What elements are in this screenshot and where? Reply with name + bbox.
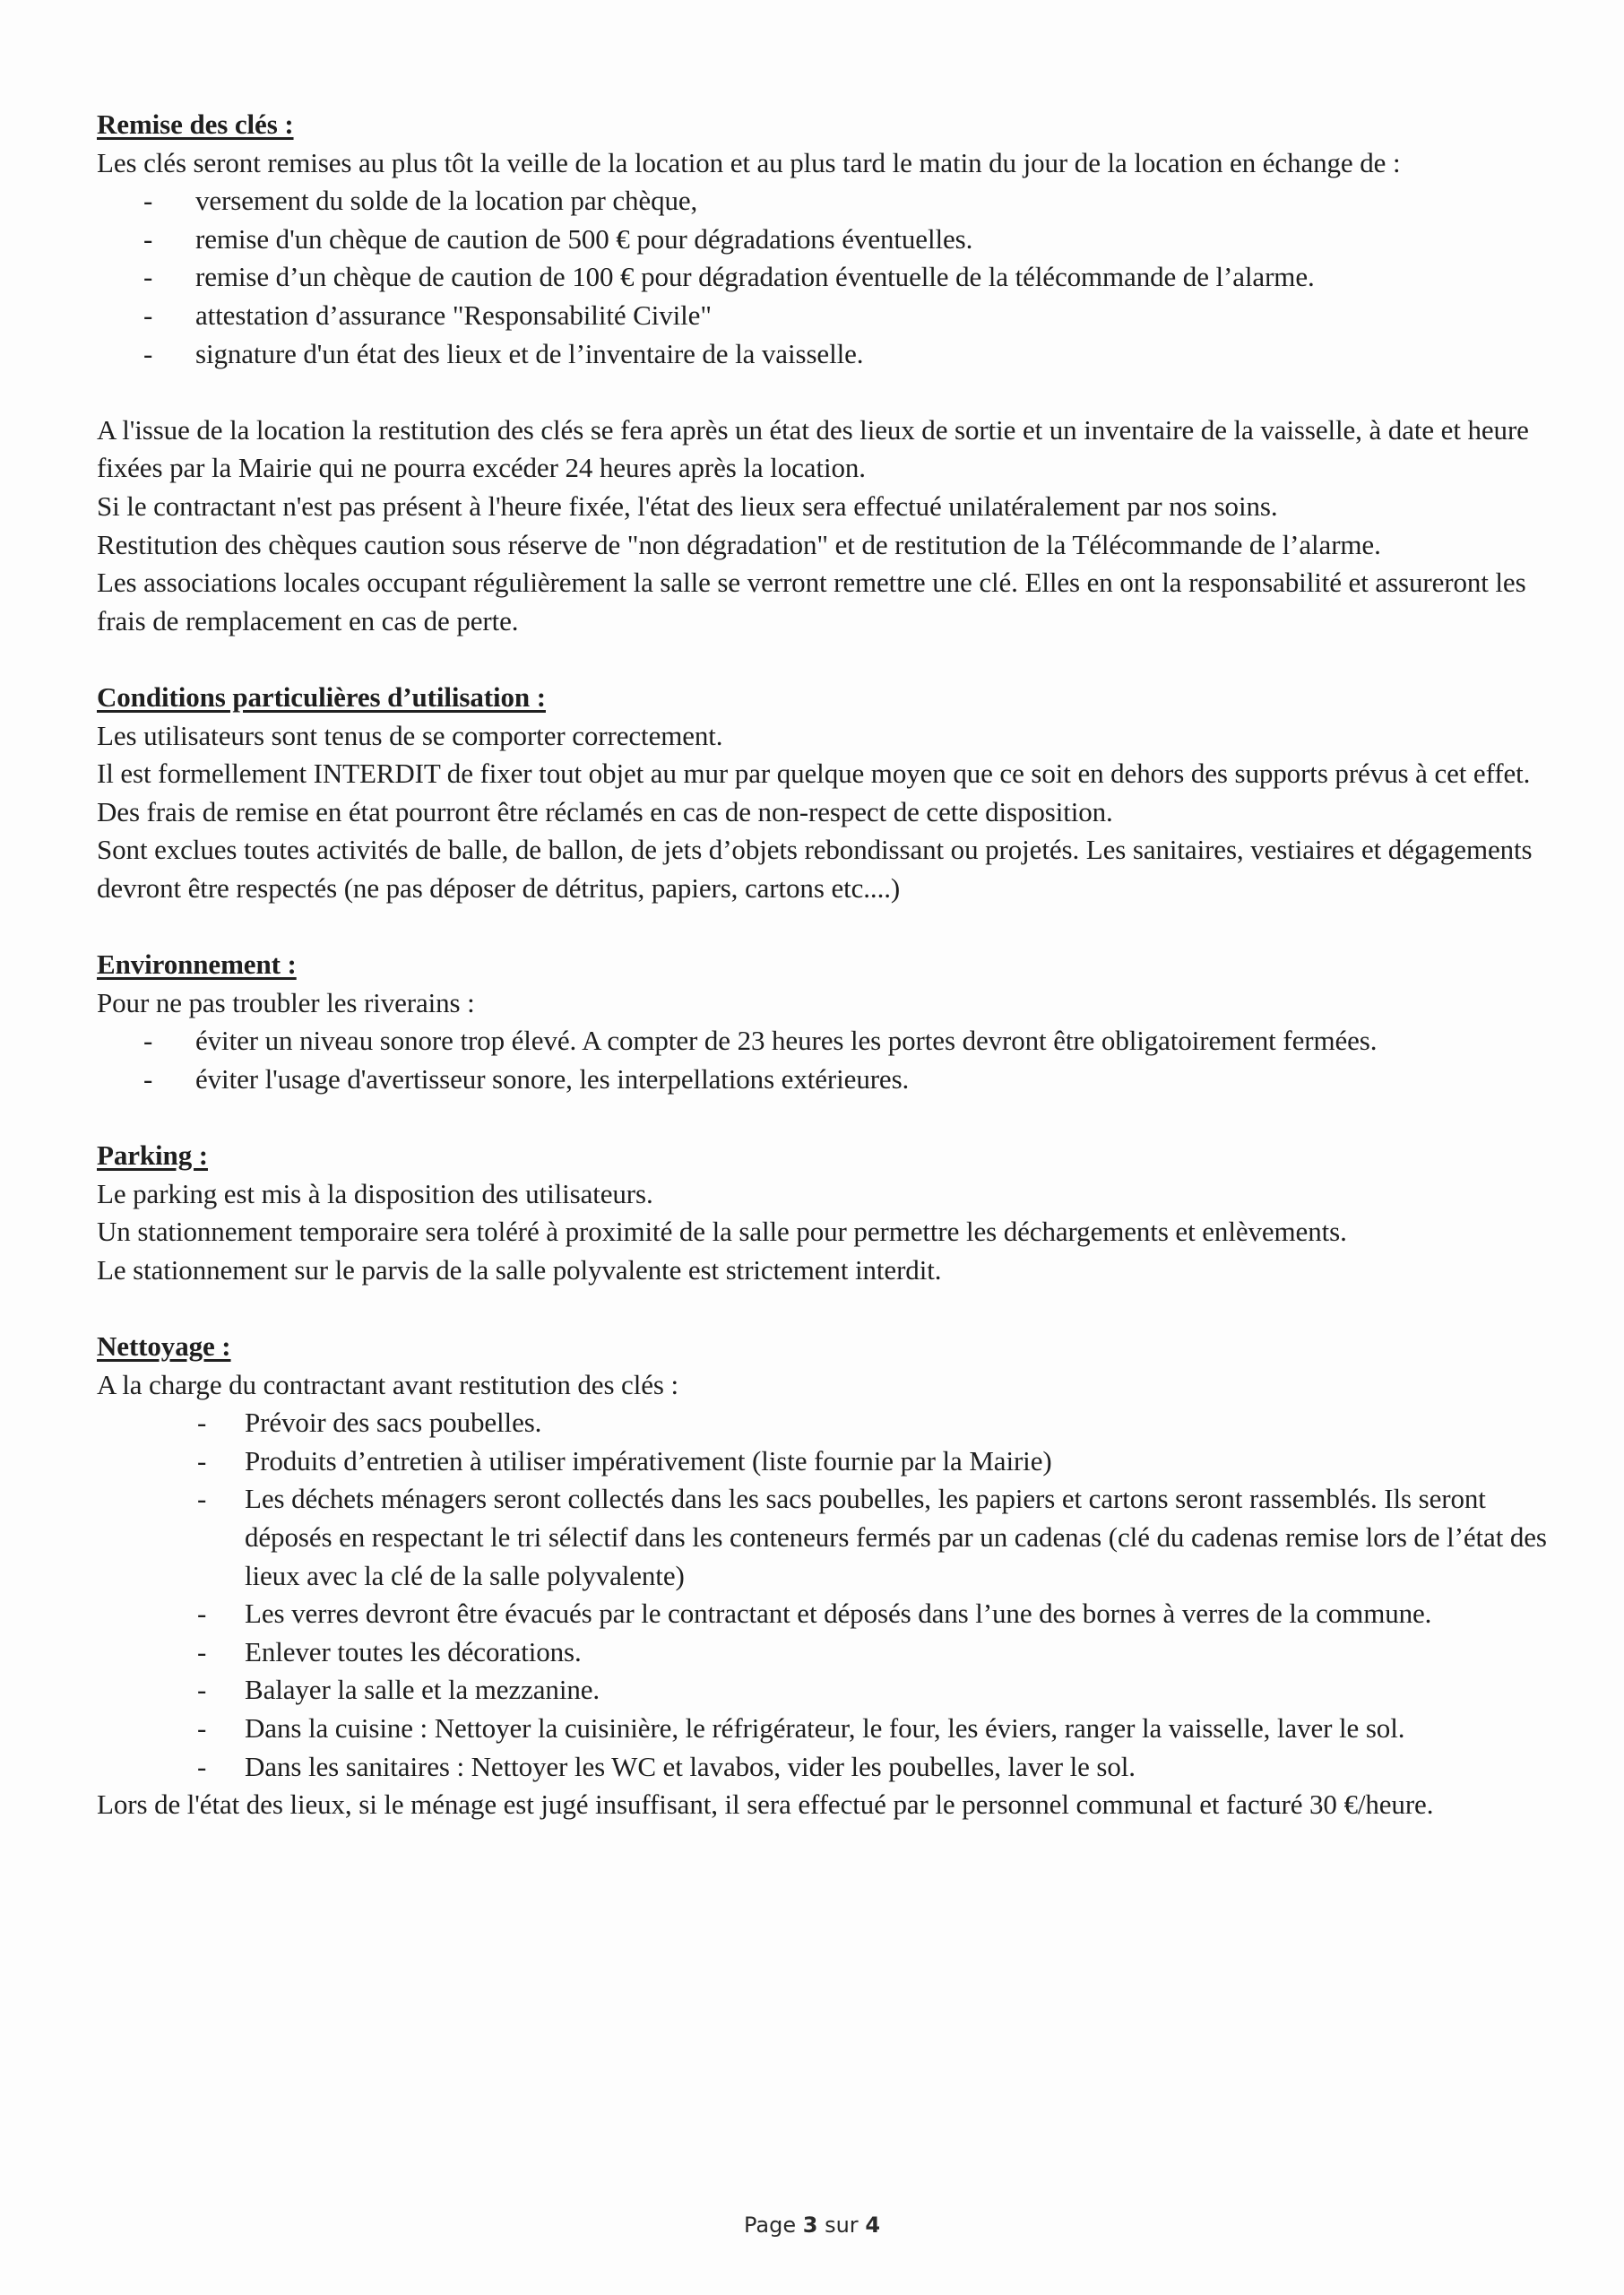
section-remise-des-cles	[97, 106, 1549, 640]
dash-bullet-icon: -	[197, 1407, 207, 1439]
dash-bullet-icon: -	[143, 222, 153, 255]
paragraph: Les associations locales occupant régulièrement la salle se verront remettre une clé. Elles en ont la responsabilité et assureront les frais de remplacement en cas de perte.	[97, 567, 1526, 637]
paragraph: Pour ne pas troubler les riverains :	[97, 986, 475, 1018]
list-item	[97, 1061, 1549, 1099]
page-footer	[0, 2213, 1624, 2238]
section-heading: Nettoyage :	[97, 1330, 231, 1362]
list-item	[97, 1633, 1549, 1672]
list-item	[97, 1404, 1549, 1442]
list-item	[97, 1442, 1549, 1481]
spacer	[97, 640, 1549, 679]
list-item-text: Dans la cuisine : Nettoyer la cuisinière, le réfrigérateur, le four, les éviers, ranger la vaisselle, laver le sol.	[245, 1711, 1405, 1744]
list-item-text: Prévoir des sacs poubelles.	[245, 1407, 542, 1439]
section-heading: Conditions particulières d’utilisation :	[97, 680, 546, 713]
dash-list	[97, 1404, 1549, 1786]
list-item-text: éviter un niveau sonore trop élevé. A compter de 23 heures les portes devront être obligatoirement fermées.	[195, 1025, 1378, 1057]
list-item-text: Balayer la salle et la mezzanine.	[245, 1674, 600, 1706]
list-item-text: Dans les sanitaires : Nettoyer les WC et lavabos, vider les poubelles, laver le sol.	[245, 1750, 1136, 1782]
list-item-text: attestation d’assurance "Responsabilité Civile"	[195, 299, 712, 331]
section-conditions-utilisation	[97, 679, 1549, 908]
list-item	[97, 1022, 1549, 1061]
section-heading: Environnement :	[97, 948, 297, 981]
dash-bullet-icon: -	[143, 299, 153, 331]
dash-bullet-icon: -	[143, 261, 153, 293]
page-label: Page	[743, 2213, 797, 2238]
list-item	[97, 1710, 1549, 1748]
list-item	[97, 297, 1549, 335]
spacer	[97, 373, 1549, 411]
dash-bullet-icon: -	[197, 1674, 207, 1706]
list-item	[97, 258, 1549, 297]
paragraph: A l'issue de la location la restitution des clés se fera après un état des lieux de sortie et un inventaire de la vaisselle, à date et heure fixées par la Mairie qui ne pourra excéder 24 heures après la location.	[97, 413, 1529, 484]
dash-bullet-icon: -	[197, 1598, 207, 1630]
page-total: 4	[865, 2213, 881, 2238]
paragraph: Le parking est mis à la disposition des utilisateurs.	[97, 1177, 653, 1209]
list-item-text: Produits d’entretien à utiliser impérativement (liste fournie par la Mairie)	[245, 1444, 1052, 1477]
paragraph: Il est formellement INTERDIT de fixer tout objet au mur par quelque moyen que ce soit en dehors des supports prévus à cet effet. Des frais de remise en état pourront être réclamés en cas de non-respect de cette disposition.	[97, 758, 1531, 827]
list-item	[97, 1595, 1549, 1633]
spacer	[97, 1098, 1549, 1137]
section-heading: Parking :	[97, 1139, 208, 1172]
list-item-text: remise d’un chèque de caution de 100 € pour dégradation éventuelle de la télécommande de l’alarme.	[195, 261, 1315, 293]
list-item	[97, 221, 1549, 259]
list-item-text: Enlever toutes les décorations.	[245, 1635, 582, 1667]
list-item-text: signature d'un état des lieux et de l’inventaire de la vaisselle.	[195, 337, 864, 369]
dash-bullet-icon: -	[197, 1444, 207, 1477]
list-item	[97, 1480, 1549, 1595]
dash-bullet-icon: -	[143, 337, 153, 369]
spacer	[97, 907, 1549, 946]
section-nettoyage	[97, 1328, 1549, 1824]
paragraph: Les utilisateurs sont tenus de se comporter correctement.	[97, 719, 723, 751]
document-page	[97, 106, 1549, 1824]
paragraph: Lors de l'état des lieux, si le ménage est jugé insuffisant, il sera effectué par le personnel communal et facturé 30 €/heure.	[97, 1788, 1434, 1821]
list-item-text: Les déchets ménagers seront collectés dans les sacs poubelles, les papiers et cartons seront rassemblés. Ils seront déposés en respectant le tri sélectif dans les conteneurs fermés par un cadenas (clé du cadenas remise lors de l’état des lieux avec la clé de la salle polyvalente)	[245, 1483, 1547, 1591]
list-item-text: remise d'un chèque de caution de 500 € pour dégradations éventuelles.	[195, 222, 973, 255]
paragraph: Le stationnement sur le parvis de la salle polyvalente est strictement interdit.	[97, 1253, 942, 1286]
section-heading: Remise des clés :	[97, 108, 294, 140]
list-item	[97, 1748, 1549, 1787]
paragraph: A la charge du contractant avant restitution des clés :	[97, 1368, 679, 1400]
dash-bullet-icon: -	[143, 185, 153, 217]
paragraph: Les clés seront remises au plus tôt la veille de la location et au plus tard le matin du jour de la location en échange de :	[97, 146, 1401, 178]
page-current: 3	[802, 2213, 818, 2238]
section-parking	[97, 1137, 1549, 1289]
list-item-text: Les verres devront être évacués par le contractant et déposés dans l’une des bornes à verres de la commune.	[245, 1598, 1432, 1630]
list-item	[97, 182, 1549, 221]
dash-bullet-icon: -	[143, 1025, 153, 1057]
paragraph: Restitution des chèques caution sous réserve de "non dégradation" et de restitution de la Télécommande de l’alarme.	[97, 528, 1381, 560]
dash-list	[97, 1022, 1549, 1098]
spacer	[97, 1289, 1549, 1328]
list-item-text: versement du solde de la location par chèque,	[195, 185, 698, 217]
section-environnement	[97, 946, 1549, 1098]
page-separator: sur	[825, 2213, 859, 2238]
list-item	[97, 1671, 1549, 1710]
paragraph: Un stationnement temporaire sera toléré à proximité de la salle pour permettre les déchargements et enlèvements.	[97, 1216, 1347, 1248]
dash-bullet-icon: -	[143, 1062, 153, 1095]
paragraph: Sont exclues toutes activités de balle, de ballon, de jets d’objets rebondissant ou projetés. Les sanitaires, vestiaires et dégagements devront être respectés (ne pas déposer de détritus, papiers, cartons etc....)	[97, 834, 1533, 904]
list-item-text: éviter l'usage d'avertisseur sonore, les interpellations extérieures.	[195, 1062, 910, 1095]
dash-bullet-icon: -	[197, 1635, 207, 1667]
list-item	[97, 335, 1549, 374]
dash-bullet-icon: -	[197, 1483, 207, 1515]
dash-bullet-icon: -	[197, 1750, 207, 1782]
dash-list	[97, 182, 1549, 373]
paragraph: Si le contractant n'est pas présent à l'heure fixée, l'état des lieux sera effectué unilatéralement par nos soins.	[97, 489, 1278, 522]
dash-bullet-icon: -	[197, 1711, 207, 1744]
